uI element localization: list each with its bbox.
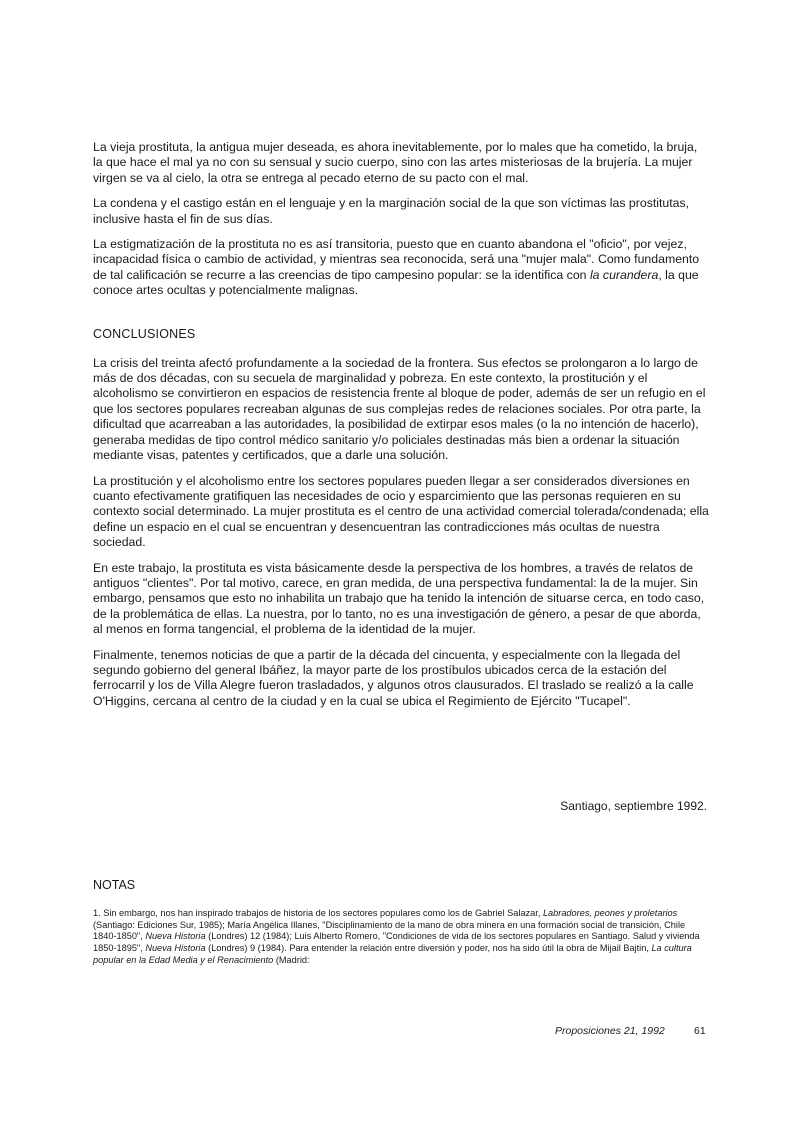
paragraph-text: , la que conoce artes ocultas y potencialmente malignas. [93, 267, 699, 298]
paragraph-italic: la curandera [589, 267, 659, 282]
paragraph: En este trabajo, la prostituta es vista básicamente desde la perspectiva de los hombres, a través de relatos de antiguos "clientes". Por tal motivo, carece, en gran medida, de una perspectiva fundamental: la de la mujer. Sin embargo, pensamos que esto no inhabilita un trabajo que ha tenido la intención de situarse cerca, en todo caso, de la problemática de ellas. La nuestra, por lo tanto, no es una investigación de género, a pesar de que aborda, al menos en forma tangencial, el problema de la identidad de la mujer. [93, 560, 705, 637]
paragraph [93, 237, 710, 299]
paragraph: La vieja prostituta, la antigua mujer deseada, es ahora inevitablemente, por lo males que ha cometido, la bruja, la que hace el mal ya no con su sensual y sucio cuerpo, sino con las artes misteriosas de la brujería. La mujer virgen se va al cielo, la otra se entrega al pecado eterno de su pacto con el mal. [93, 140, 698, 185]
body-text [93, 140, 710, 719]
footnote [93, 908, 707, 967]
section-heading: CONCLUSIONES [93, 326, 196, 341]
paragraph: La crisis del treinta afectó profundamente a la sociedad de la frontera. Sus efectos se prolongaron a lo largo de más de dos décadas, con su secuela de marginalidad y pobreza. En este contexto, la prostitución y el alcoholismo se convirtieron en espacios de resistencia frente al bloque de poder, además de ser un refugio en el que los sectores populares recreaban algunas de sus complejas redes de relaciones sociales. Por otra parte, la dificultad que acarreaban a las autoridades, la posibilidad de extirpar esos males (o la no intención de hacerlo), generaba medidas de tipo control médico sanitario y/o policiales destinadas más bien a ordenar la situación mediante visas, patentes y certificados, que a darle una solución. [93, 355, 706, 463]
footnote-italic: Labradores, peones y proletarios [542, 908, 678, 918]
paragraph: La condena y el castigo están en el lenguaje y en la marginación social de la que son víctimas las prostitutas, inclusive hasta el fin de sus días. [93, 196, 690, 226]
date-line: Santiago, septiembre 1992. [560, 799, 707, 813]
footnote-italic: Nueva Historia [145, 931, 206, 942]
footnote-italic: La cultura popular en la Edad Media y el Renacimiento [93, 943, 692, 965]
footnote-italic: Nueva Historia [145, 943, 206, 954]
notes-heading: NOTAS [93, 878, 136, 892]
footnote-text: (Londres) 12 (1984); Luis Alberto Romero, "Condiciones de vida de los sectores populares en Santiago. Salud y vivienda 1850-1895", [93, 931, 700, 954]
footnote-text: (Londres) 9 (1984). Para entender la relación entre diversión y poder, nos ha sido útil la obra de Mijail Bajtin, [205, 943, 652, 954]
footnote-text: 1. Sin embargo, nos han inspirado trabajos de historia de los sectores populares como los de Gabriel Salazar, [93, 908, 543, 918]
paragraph: La prostitución y el alcoholismo entre los sectores populares pueden llegar a ser considerados diversiones en cuanto efectivamente gratifiquen las necesidades de ocio y esparcimiento que las personas requieren en su contexto social determinado. La mujer prostituta es el centro de una actividad comercial tolerada/condenada; ella define un espacio en el cual se encuentran y desencuentran las contradicciones más ocultas de nuestra sociedad. [93, 473, 709, 550]
footnote-text: (Santiago: Ediciones Sur, 1985); María Angélica Illanes, "Disciplinamiento de la mano de obra minera en una formación social de transición, Chile 1840-1850", [93, 919, 686, 942]
paragraph-text: La estigmatización de la prostituta no es así transitoria, puesto que en cuanto abandona el "oficio", por vejez, incapacidad física o cambio de actividad, y mientras sea reconocida, será una "mujer mala". Como fundamento de tal calificación se recurre a las creencias de tipo campesino popular: se la identifica con [93, 237, 700, 282]
page-number: 61 [694, 1025, 706, 1037]
paragraph: Finalmente, tenemos noticias de que a partir de la década del cincuenta, y especialmente con la llegada del segundo gobierno del general Ibáñez, la mayor parte de los prostíbulos ubicados cerca de la estación del ferrocarril y los de Villa Alegre fueron trasladados, y algunos otros clausurados. El traslado se realizó a la calle O'Higgins, cercana al centro de la ciudad y en la cual se ubica el Regimiento de Ejército "Tucapel". [93, 647, 694, 708]
journal-title: Proposiciones 21, 1992 [555, 1025, 665, 1037]
footnote-text: (Madrid: [273, 954, 310, 965]
